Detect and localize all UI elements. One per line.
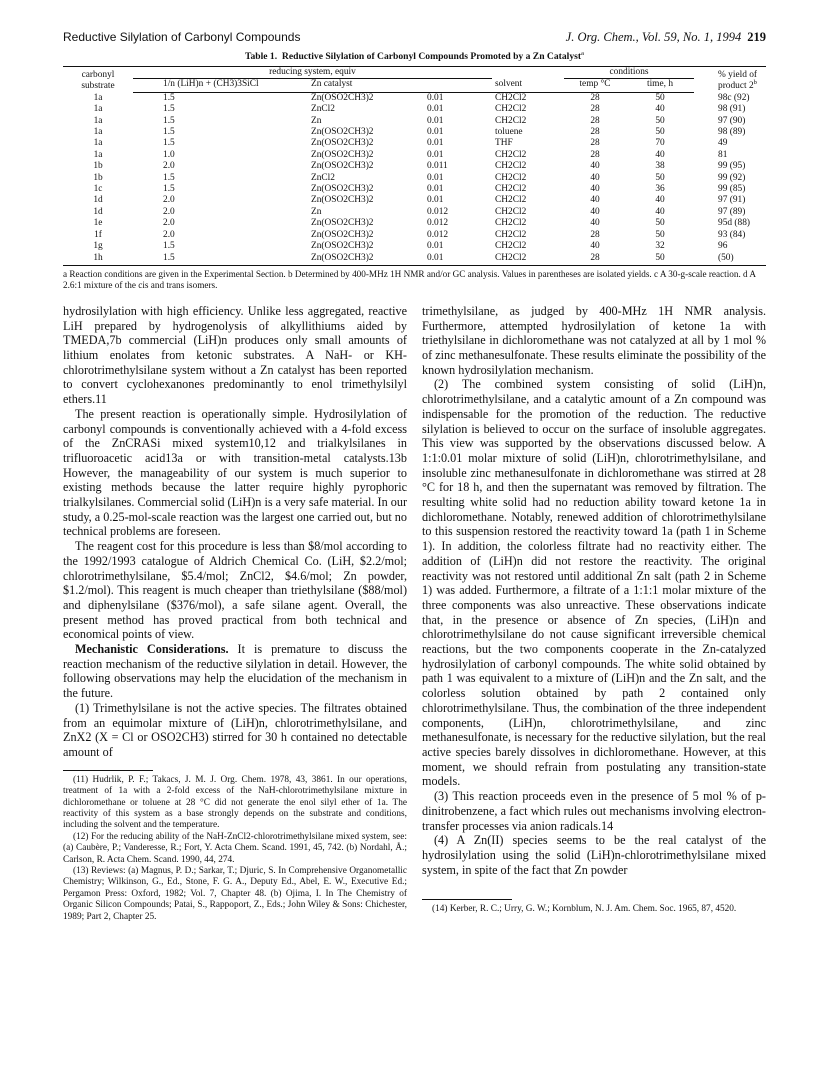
table-row <box>63 184 766 195</box>
cell-hyd: 1.5 <box>163 241 175 252</box>
cell-cat: Zn <box>311 115 322 126</box>
cell-temp: 28 <box>590 149 600 160</box>
cell-eq: 0.01 <box>427 138 444 149</box>
right-column <box>422 304 766 923</box>
cell-sub: 1d <box>93 206 103 217</box>
cell-cat: Zn(OSO2CH3)2 <box>311 149 374 160</box>
cell-temp: 28 <box>564 253 626 266</box>
cell-sub: 1a <box>93 138 103 149</box>
cell-cat: ZnCl2 <box>311 104 335 115</box>
cell-temp: 40 <box>590 172 600 183</box>
cell-cat: Zn <box>311 206 322 217</box>
cell-cat: Zn(OSO2CH3)2 <box>311 127 374 138</box>
table-row <box>63 127 766 138</box>
paragraph: trimethylsilane, as judged by 400-MHz 1H NMR analysis. Furthermore, attempted hydrosilylation of ketone 1a with triethylsilane in dichloromethane was not catalyzed at all by 1 mol % of zinc methanesulfonate. These results eliminate the possibility of the known hydrosilylation mechanism. <box>422 303 766 377</box>
cell-sub: 1c <box>93 184 103 195</box>
cell-sol: CH2Cl2 <box>495 218 527 229</box>
reference-list <box>422 904 766 915</box>
table-caption: Table 1. Reductive Silylation of Carbonyl Compounds Promoted by a Zn Catalyst$^a$ <box>244 49 585 62</box>
cell-hyd: 2.0 <box>163 206 175 217</box>
cell-hyd: 2.0 <box>163 218 175 229</box>
cell-sol: CH2Cl2 <box>495 195 527 206</box>
cell-eq: 0.012 <box>427 206 449 217</box>
cell-eq: 0.01 <box>427 195 444 206</box>
cell-time: 40 <box>655 104 665 115</box>
cell-sub: 1a <box>93 104 103 115</box>
cell-temp: 40 <box>590 184 600 195</box>
cell-temp: 28 <box>590 138 600 149</box>
cell-temp: 40 <box>590 161 600 172</box>
journal-page <box>63 30 766 1050</box>
table-row <box>63 104 766 115</box>
cell-yld: 98 (89) <box>718 127 746 138</box>
cell-yld: 99 (85) <box>718 184 746 195</box>
footnote-rule <box>63 770 153 771</box>
table-row <box>63 161 766 172</box>
cell-eq: 0.01 <box>427 115 444 126</box>
cell-time: 50 <box>655 229 665 240</box>
paragraph: (1) Trimethylsilane is not the active species. The filtrates obtained from an equimolar mixture of (LiH)n, chlorotrimethylsilane, and ZnX2 (X = Cl or OSO2CH3) stirred for 30 h contained no detectable amount of <box>63 700 407 759</box>
table-body <box>63 92 766 265</box>
table-row <box>63 241 766 252</box>
reference-item: (12) For the reducing ability of the NaH-ZnCl2-chlorotrimethylsilane mixed system, see: (a) Caubère, P.; Vanderesse, R.; Fort, Y. Acta Chem. Scand. 1991, 45, 742. (b) Nordahl, Å.; Carlson, R. Acta Chem. Scand. 1990, 44, 274. <box>63 831 407 865</box>
section-heading: Mechanistic Considerations. <box>75 642 229 657</box>
paragraph: hydrosilylation with high efficiency. Unlike less aggregated, reactive LiH prepared by hydrogenolysis of alkyllithiums aided by TMEDA,7b commercial (LiH)n produces only small amounts of lithium enolates from ketonic substrates. A NaH- or KH-chlorotrimethylsilane system without a Zn catalyst has been reported to convert cyclohexanones predominantly to enol trimethylsilyl ethers.11 <box>63 303 407 407</box>
cell-yld: 97 (90) <box>718 115 746 126</box>
table-row <box>63 92 766 104</box>
cell-cat: Zn(OSO2CH3)2 <box>311 241 374 252</box>
cell-time: 70 <box>655 138 665 149</box>
table-row <box>63 116 766 127</box>
table-row <box>63 218 766 229</box>
cell-sol: CH2Cl2 <box>495 161 527 172</box>
paragraph: (3) This reaction proceeds even in the presence of 5 mol % of p-dinitrobenzene, a fact which rules out mechanisms involving electron-transfer processes via anion radicals.14 <box>422 789 766 833</box>
cell-sol: CH2Cl2 <box>495 206 527 217</box>
cell-cat: Zn(OSO2CH3)2 <box>311 218 374 229</box>
cell-temp: 40 <box>590 206 600 217</box>
reference-item: (14) Kerber, R. C.; Urry, G. W.; Kornblum, N. J. Am. Chem. Soc. 1965, 87, 4520. <box>432 904 737 915</box>
cell-sol: CH2Cl2 <box>495 184 527 195</box>
cell-sol: CH2Cl2 <box>495 104 527 115</box>
cell-time: 50 <box>655 172 665 183</box>
cell-sol: CH2Cl2 <box>495 149 527 160</box>
running-title: Reductive Silylation of Carbonyl Compounds <box>63 30 301 44</box>
cell-sol: CH2Cl2 <box>495 229 527 240</box>
header-hydride: 1/n (LiH)n + (CH3)3SiCl <box>133 79 308 92</box>
cell-hyd: 2.0 <box>163 229 175 240</box>
paragraph: (4) A Zn(II) species seems to be the real catalyst of the hydrosilylation using the solid (LiH)n-chlorotrimethylsilane mixed system, in spite of the fact that Zn powder <box>422 833 766 877</box>
cell-time: 50 <box>655 92 665 103</box>
cell-yld: 99 (92) <box>718 172 746 183</box>
cell-cat: Zn(OSO2CH3)2 <box>311 138 374 149</box>
header-substrate: carbonyl substrate <box>63 67 133 93</box>
header-group-conditions: conditions <box>564 67 694 79</box>
reference-item: (13) Reviews: (a) Magnus, P. D.; Sarkar, T.; Djuric, S. In Comprehensive Organometallic Chemistry; Wilkinson, G., Ed., Stone, F. G. A., Deputy Ed., Abel, E. W., Executive Ed.; Pergamon Press: Oxford, 1982; Vol. 7, Chapter 48. (b) Ojima, I. In The Chemistry of Organic Silicon Compounds; Patai, S., Rappoport, Z., Eds.; John Wiley & Sons: Chichester, 1989; Part 2, Chapter 25. <box>63 865 407 922</box>
cell-sol: CH2Cl2 <box>495 241 527 252</box>
table-row <box>63 138 766 149</box>
cell-sub: 1e <box>93 218 103 229</box>
paragraph: (2) The combined system consisting of solid (LiH)n, chlorotrimethylsilane, and a catalytic amount of a Zn compound was indispensable for the promotion of the reduction. The reductive silylation is believed to occur on the surface of insoluble aggregates. This view was supported by the observations discussed below. A 1:1:0.01 molar mixture of solid (LiH)n, chlorotrimethylsilane, and insoluble zinc methanesulfonate in dichloromethane was stirred at 28 °C for 18 h, and then the supernatant was removed by filtration. The resulting white solid had no reduction ability toward ketone 1a in dichloromethane. Notably, renewed addition of chlorotrimethylsilane to this suspension restored the reactivity toward 1a (path 1 in Scheme 1). In addition, the colorless filtrate had no reactivity either. The addition of (LiH)n did not restore the reactivity. The original reactivity was not restored until additional Zn salt (path 2 in Scheme 1) was added. Furthermore, a filtrate of a 1:1:1 molar mixture of the three components was also unreactive. These observations indicate that, in the presence or absence of Zn species, (LiH)n and chlorotrimethylsilane do not cause significant irreversible chemical reactions, but the two components cooperate in the Zn-catalyzed hydrosilylation of carbonyl compounds. The white solid obtained by path 1 was equivalent to a mixture of (LiH)n and the Zn salt, and the colorless solution obtained by path 2 contained only chlorotrimethylsilane. Thus, the combination of the three independent components, (LiH)n, chlorotrimethylsilane, and zinc methanesulfonate, is necessary for the reductive silylation, but the real active species barely dissolves in dichloromethane. However, at this moment, we should refrain from postulating any transition-state models. <box>422 377 766 789</box>
cell-sub: 1g <box>93 241 103 252</box>
table-row <box>63 195 766 206</box>
cell-temp: 28 <box>590 115 600 126</box>
cell-hyd: 1.5 <box>163 115 175 126</box>
reference-item: (11) Hudrlik, P. F.; Takacs, J. M. J. Org. Chem. 1978, 43, 3861. In our operations, treatment of 1a with a 2-fold excess of the NaH-chlorotrimethylsilane mixture in dichloromethane or toluene at 28 °C did not generate the enol silyl ether of 1a. The reactivity of this system as a base strongly depends on the substrate and conditions, including the solvent and the temperature. <box>63 774 407 831</box>
cell-temp: 28 <box>590 104 600 115</box>
cell-hyd: 1.5 <box>163 172 175 183</box>
cell-eq: 0.01 <box>427 92 444 103</box>
cell-yld: (50) <box>694 253 766 266</box>
cell-yld: 98c (92) <box>718 92 750 103</box>
cell-time: 50 <box>655 218 665 229</box>
cell-hyd: 1.5 <box>133 253 308 266</box>
cell-hyd: 1.5 <box>163 127 175 138</box>
cell-yld: 93 (84) <box>718 229 746 240</box>
cell-sub: 1d <box>93 195 103 206</box>
cell-eq: 0.012 <box>427 229 449 240</box>
cell-yld: 97 (89) <box>718 206 746 217</box>
cell-sol: CH2Cl2 <box>495 172 527 183</box>
header-catalyst: Zn catalyst <box>308 79 424 92</box>
cell-sub: 1a <box>93 115 103 126</box>
cell-hyd: 2.0 <box>163 161 175 172</box>
header-yield: % yield of product 2$^b$ <box>694 67 766 93</box>
cell-eq: 0.01 <box>427 172 444 183</box>
cell-sol: CH2Cl2 <box>495 115 527 126</box>
cell-time: 40 <box>655 149 665 160</box>
paragraph: Mechanistic Considerations. It is premature to discuss the reaction mechanism of the reductive silylation in detail. However, the following observations may help the elucidation of the mechanism in the future. <box>63 642 407 701</box>
cell-temp: 40 <box>590 195 600 206</box>
table-row <box>63 207 766 218</box>
cell-eq: 0.01 <box>427 184 444 195</box>
cell-time: 50 <box>626 253 694 266</box>
cell-time: 36 <box>655 184 665 195</box>
cell-cat: Zn(OSO2CH3)2 <box>311 229 374 240</box>
cell-hyd: 1.0 <box>163 149 175 160</box>
header-group-reducing: reducing system, equiv <box>133 67 492 79</box>
footnote-rule <box>422 899 512 900</box>
cell-sub: 1b <box>93 161 103 172</box>
cell-time: 50 <box>655 115 665 126</box>
cell-temp: 40 <box>590 218 600 229</box>
cell-cat: Zn(OSO2CH3)2 <box>311 195 374 206</box>
table-footnote: a Reaction conditions are given in the Experimental Section. b Determined by 400-MHz 1H NMR and/or GC analysis. Values in parentheses are isolated yields. c A 30-g-scale reaction. d A 2.6:1 mixture of the cis and trans isomers. <box>63 268 756 291</box>
reference-list <box>63 775 407 923</box>
table-row <box>63 150 766 161</box>
header-time: time, h <box>626 79 694 92</box>
cell-sol: CH2Cl2 <box>495 92 527 103</box>
cell-sub: 1h <box>63 253 133 266</box>
results-table <box>63 66 766 266</box>
cell-time: 40 <box>655 195 665 206</box>
journal-citation: J. Org. Chem., Vol. 59, No. 1, 1994 219 <box>565 30 766 44</box>
cell-temp: 40 <box>590 241 600 252</box>
cell-cat: Zn(OSO2CH3)2 <box>308 253 424 266</box>
cell-hyd: 2.0 <box>163 195 175 206</box>
cell-yld: 99 (95) <box>718 161 746 172</box>
cell-cat: ZnCl2 <box>311 172 335 183</box>
paragraph: The reagent cost for this procedure is less than $8/mol according to the 1992/1993 catalogue of Aldrich Chemical Co. (LiH, $2.2/mol; chlorotrimethylsilane, $5.4/mol; ZnCl2, $4.6/mol; Zn powder, $1.2/mol). This reagent is much cheaper than triethylsilane ($88/mol) and diphenylsilane ($376/mol), a safe silane agent. Overall, the present method has proved practical from both technical and economical points of view. <box>63 539 407 642</box>
header-solvent: solvent <box>492 79 564 92</box>
table-row <box>63 253 766 266</box>
cell-temp: 28 <box>590 229 600 240</box>
cell-hyd: 1.5 <box>163 92 175 103</box>
cell-eq: 0.01 <box>427 241 444 252</box>
cell-yld: 95d (88) <box>718 218 751 229</box>
body-columns <box>63 304 766 923</box>
cell-eq: 0.011 <box>427 161 448 172</box>
cell-yld: 97 (91) <box>718 195 746 206</box>
cell-time: 32 <box>655 241 665 252</box>
running-header <box>63 30 766 48</box>
cell-sol: CH2Cl2 <box>492 253 564 266</box>
cell-sub: 1b <box>93 172 103 183</box>
cell-sol: toluene <box>495 127 523 138</box>
cell-yld: 49 <box>718 138 728 149</box>
cell-time: 50 <box>655 127 665 138</box>
cell-cat: Zn(OSO2CH3)2 <box>311 92 374 103</box>
cell-sub: 1f <box>94 229 102 240</box>
cell-eq: 0.01 <box>424 253 492 266</box>
cell-eq: 0.01 <box>427 104 444 115</box>
cell-eq: 0.01 <box>427 149 444 160</box>
paragraph: The present reaction is operationally simple. Hydrosilylation of carbonyl compounds is conventionally achieved with a 4-fold excess of the ZnCRASi mixed system10,12 and trialkylsilanes in trifluoroacetic acid13a or with transition-metal catalysts.13b However, the manageability of our system is much superior to existing methods because the latter require highly pyrophoric trialkylsilanes. Commercial solid (LiH)n is a very safe material. In our study, a 0.25-mol-scale reaction was the largest one carried out, but no technical problems are foreseen. <box>63 406 407 539</box>
cell-eq: 0.012 <box>427 218 449 229</box>
page-number: 219 <box>747 30 766 44</box>
cell-eq: 0.01 <box>427 127 444 138</box>
cell-sol: THF <box>495 138 513 149</box>
cell-hyd: 1.5 <box>163 184 175 195</box>
table-row <box>63 173 766 184</box>
cell-cat: Zn(OSO2CH3)2 <box>311 161 374 172</box>
cell-time: 38 <box>655 161 665 172</box>
cell-sub: 1a <box>93 92 103 103</box>
cell-yld: 98 (91) <box>718 104 746 115</box>
cell-sub: 1a <box>93 149 103 160</box>
cell-hyd: 1.5 <box>163 138 175 149</box>
cell-yld: 81 <box>718 149 728 160</box>
table-row <box>63 230 766 241</box>
cell-time: 40 <box>655 206 665 217</box>
cell-hyd: 1.5 <box>163 104 175 115</box>
cell-temp: 28 <box>590 127 600 138</box>
left-column <box>63 304 407 923</box>
cell-sub: 1a <box>93 127 103 138</box>
cell-yld: 96 <box>718 241 728 252</box>
cell-temp: 28 <box>590 92 600 103</box>
header-temp: temp °C <box>564 79 626 92</box>
cell-cat: Zn(OSO2CH3)2 <box>311 184 374 195</box>
